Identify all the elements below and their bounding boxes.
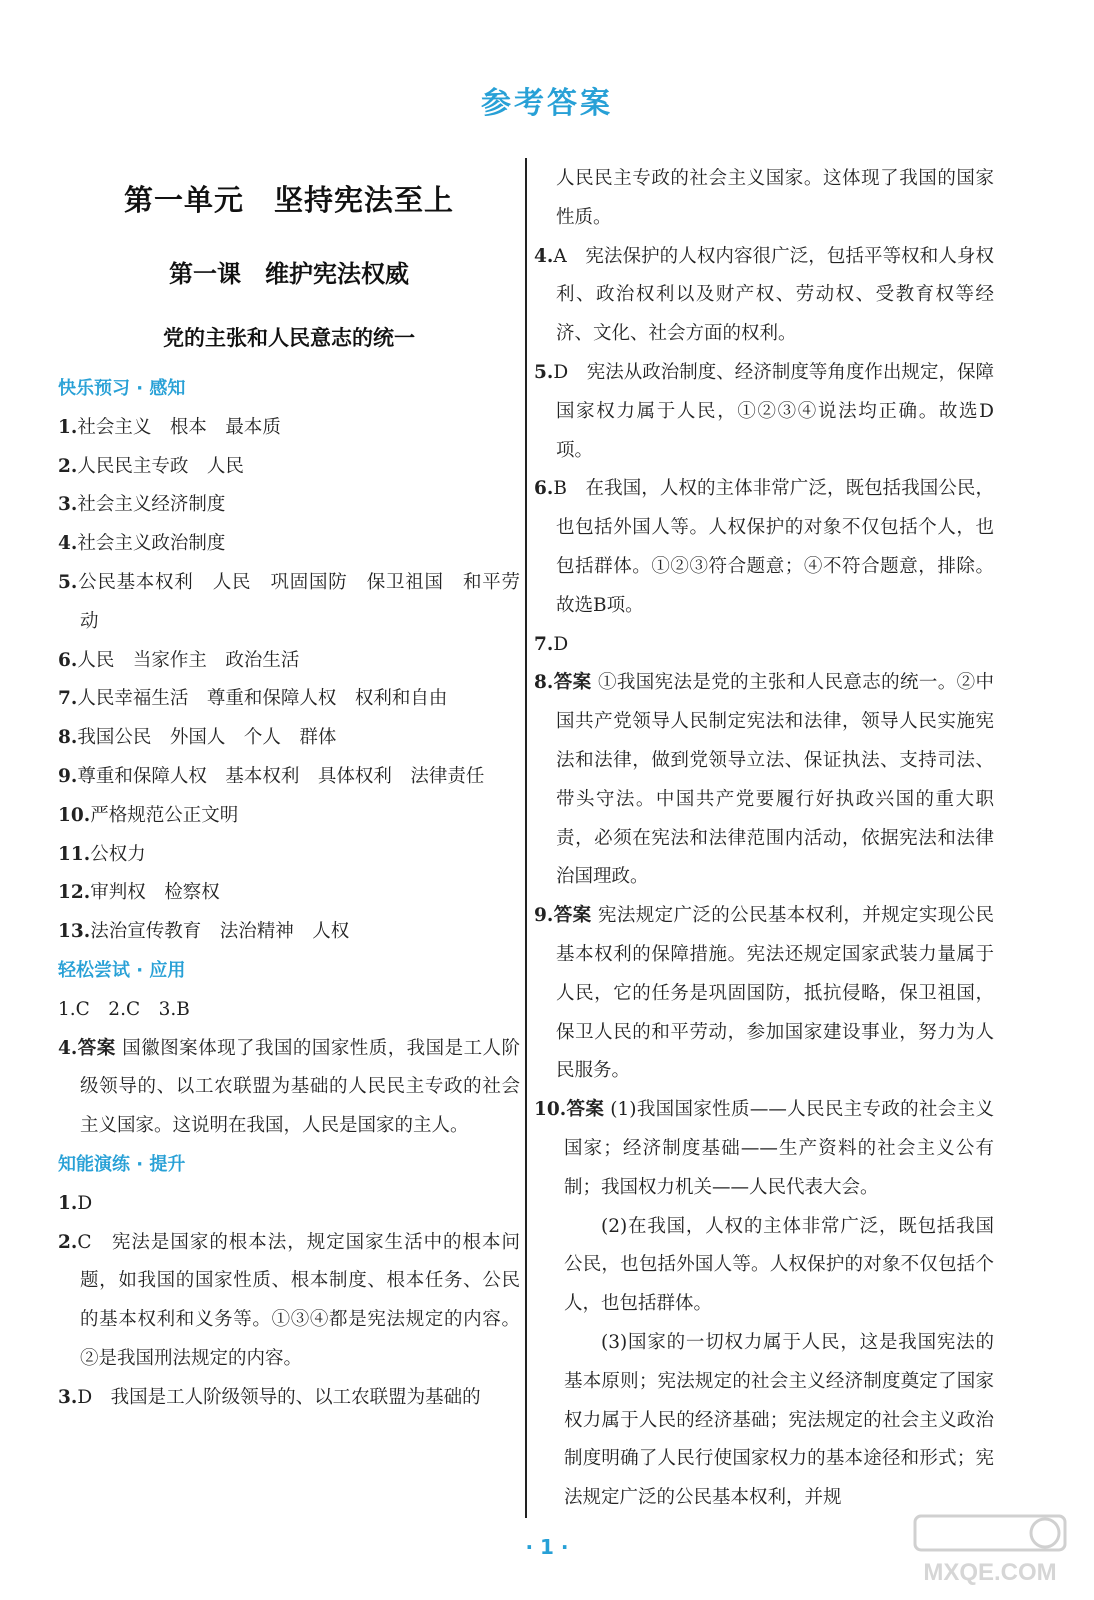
answer-paragraph: (2)在我国，人权的主体非常广泛，既包括我国公民，也包括外国人等。人权保护的对象不仅包括个人，也包括群体。 [564,1215,994,1315]
page-number: · 1 · [525,1535,569,1559]
lesson-title: 第一课 维护宪法权威 [169,260,409,288]
list-item: 1.C 2.C 3.B [58,998,190,1020]
list-item: 1.社会主义 根本 最本质 [58,416,281,438]
answer-label: 答案 [566,1099,605,1121]
list-item: 10.答案 (1)我国国家性质——人民民主专政的社会主义国家；经济制度基础——生产资料的社会主义公有制；我国权力机关——人民代表大会。 [534,1099,994,1198]
list-item: 3.D 我国是工人阶级领导的、以工农联盟为基础的 [58,1386,481,1408]
watermark-logo [895,1510,1085,1590]
list-item: 7.人民幸福生活 尊重和保障人权 权利和自由 [58,688,448,710]
list-item: 9.答案 宪法规定广泛的公民基本权利，并规定实现公民基本权利的保障措施。宪法还规定国家武装力量属于人民，它的任务是巩固国防，抵抗侵略，保卫祖国，保卫人民的和平劳动，参加国家建设事业，努力为人民服务。 [534,905,994,1082]
list-item: 5.公民基本权利 人民 巩固国防 保卫祖国 和平劳动 [58,571,520,632]
list-item: 13.法治宣传教育 法治精神 人权 [58,921,350,943]
topic-title: 党的主张和人民意志的统一 [163,326,415,350]
column-divider [525,158,527,1518]
list-item: 6.B 在我国，人权的主体非常广泛，既包括我国公民，也包括外国人等。人权保护的对象不仅包括个人，也包括群体。①②③符合题意；④不符合题意，排除。故选B项。 [534,478,994,616]
list-item: 3.社会主义经济制度 [58,494,226,516]
answer-label: 答案 [553,672,592,694]
unit-title: 第一单元 坚持宪法至上 [123,183,454,217]
preview-list [58,409,520,952]
list-item: 5.D 宪法从政治制度、经济制度等角度作出规定，保障国家权力属于人民，①②③④说法均正确。故选D项。 [534,361,994,461]
list-item: 8.答案 ①我国宪法是党的主张和人民意志的统一。②中国共产党领导人民制定宪法和法律，领导人民实施宪法和法律，做到党领导立法、保证执法、支持司法、带头守法。中国共产党要履行好执政兴国的重大职责，必须在宪法和法律范围内活动，依据宪法和法律治国理政。 [534,672,994,888]
right-column [534,160,994,1518]
answer-label: 答案 [553,905,592,927]
list-item: 10.严格规范公正文明 [58,804,239,826]
page-title: 参考答案 [481,86,613,121]
list-item: 11.公权力 [58,843,146,865]
list-item: 12.审判权 检察权 [58,882,220,904]
section-heading-practice: 知能演练 · 提升 [58,1153,186,1175]
list-item: 4.A 宪法保护的人权内容很广泛，包括平等权和人身权利、政治权利以及财产权、劳动权、受教育权等经济、文化、社会方面的权利。 [534,245,994,345]
list-item: 2.C 宪法是国家的根本法，规定国家生活中的根本问题，如我国的国家性质、根本制度、根本任务、公民的基本权利和义务等。①③④都是宪法规定的内容。②是我国刑法规定的内容。 [58,1231,520,1369]
section-heading-apply: 轻松尝试 · 应用 [58,959,186,981]
list-item: 2.人民民主专政 人民 [58,455,244,477]
list-item: 8.我国公民 外国人 个人 群体 [58,727,337,749]
list-item: 9.尊重和保障人权 基本权利 具体权利 法律责任 [58,765,485,787]
section-heading-preview: 快乐预习 · 感知 [58,378,186,399]
answer-paragraph: (3)国家的一切权力属于人民，这是我国宪法的基本原则；宪法规定的社会主义经济制度奠定了国家权力属于人民的经济基础；宪法规定的社会主义政治制度明确了人民行使国家权力的基本途径和形式；宪法规定广泛的公民基本权利，并规 [564,1331,994,1509]
svg-text:MXQE.COM: MXQE.COM [923,1559,1057,1586]
list-item: 4.答案 国徽图案体现了我国的国家性质，我国是工人阶级领导的、以工农联盟为基础的人民民主专政的社会主义国家。这说明在我国，人民是国家的主人。 [58,1037,520,1137]
left-column [58,160,520,1418]
list-item: 4.社会主义政治制度 [58,533,226,555]
answer-label: 答案 [77,1037,116,1059]
continued-text: 人民民主专政的社会主义国家。这体现了我国的国家性质。 [556,168,994,228]
list-item: 1.D [58,1192,93,1214]
list-item: 6.人民 当家作主 政治生活 [58,649,300,671]
list-item: 7.D [534,633,569,655]
